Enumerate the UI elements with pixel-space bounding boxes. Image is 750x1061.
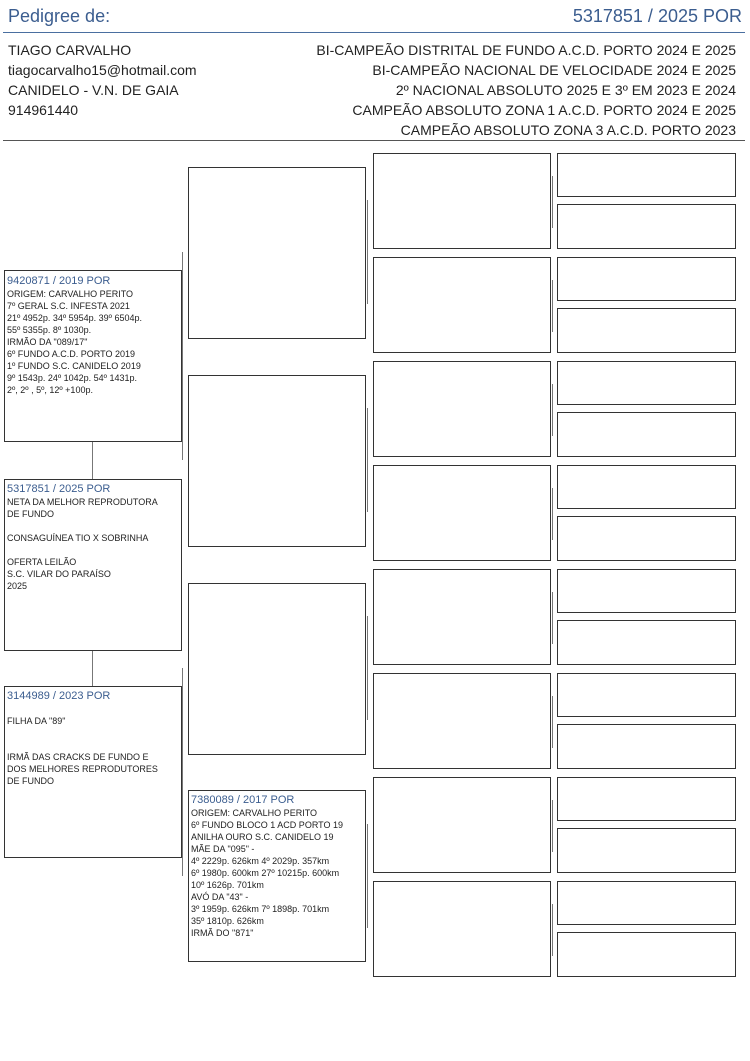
gen4-box [557, 724, 736, 769]
gen3-box [373, 569, 551, 665]
achievement-item: BI-CAMPEÃO NACIONAL DE VELOCIDADE 2024 E 2025 [372, 62, 736, 78]
connector-line [552, 488, 553, 540]
owner-info [8, 40, 197, 120]
gen4-box [557, 777, 736, 821]
gen4-box [557, 881, 736, 925]
pedigree-title: Pedigree de: [8, 6, 111, 26]
owner-location: CANIDELO - V.N. DE GAIA [8, 82, 179, 98]
gen4-box [557, 932, 736, 977]
gen4-box [557, 361, 736, 405]
gen3-box [373, 777, 551, 873]
dam-dam-notes: ORIGEM: CARVALHO PERITO 6º FUNDO BLOCO 1 ACD PORTO 19 ANILHA OURO S.C. CANIDELO 19 MÃE DA "095" - 4º 2229p. 626km 4º 2029p. 357km 6º 1980p. 600km 27º 10215p. 600km 10º 1626p. 701km AVÓ DA "43" - 3º 1959p. 626km 7º 1898p. 701km 35º 1810p. 626km IRMÃ DO "871" [191, 808, 343, 938]
connector-line [552, 904, 553, 956]
gen3-box [373, 257, 551, 353]
sire-dam-box [188, 375, 366, 547]
gen3-box [373, 153, 551, 249]
gen4-box [557, 153, 736, 197]
gen4-box [557, 308, 736, 353]
gen4-box [557, 465, 736, 509]
dam-notes: FILHA DA "89" IRMÃ DAS CRACKS DE FUNDO E DOS MELHORES REPRODUTORES DE FUNDO [7, 716, 158, 786]
achievements-list [316, 40, 736, 140]
gen4-box [557, 412, 736, 457]
dam-ring: 3144989 / 2023 POR [7, 690, 111, 702]
connector-line [367, 200, 368, 304]
dam-dam-box [188, 790, 366, 962]
connector-line [367, 824, 368, 928]
connector-line [92, 442, 93, 479]
connector-line [552, 280, 553, 332]
header-divider [3, 32, 745, 33]
connector-line [552, 176, 553, 228]
section-divider [3, 140, 745, 141]
achievement-item: CAMPEÃO ABSOLUTO ZONA 3 A.C.D. PORTO 2023 [400, 122, 736, 138]
owner-phone: 914961440 [8, 102, 79, 118]
connector-line [367, 408, 368, 512]
gen3-box [373, 361, 551, 457]
gen4-box [557, 620, 736, 665]
connector-line [367, 616, 368, 720]
subject-bird-box [4, 479, 182, 651]
gen4-box [557, 569, 736, 613]
owner-email: tiagocarvalho15@hotmail.com [8, 62, 197, 78]
achievement-item: 2º NACIONAL ABSOLUTO 2025 E 3º EM 2023 E 2024 [395, 82, 736, 98]
subject-bird-notes: NETA DA MELHOR REPRODUTORA DE FUNDO CONSAGUÍNEA TIO X SOBRINHA OFERTA LEILÃO S.C. VILAR DO PARAÍSO 2025 [7, 497, 158, 591]
connector-line [552, 800, 553, 852]
gen4-box [557, 673, 736, 717]
sire-sire-box [188, 167, 366, 339]
dam-box [4, 686, 182, 858]
gen3-box [373, 465, 551, 561]
gen4-box [557, 516, 736, 561]
gen4-box [557, 257, 736, 301]
connector-line [552, 592, 553, 644]
achievement-item: BI-CAMPEÃO DISTRITAL DE FUNDO A.C.D. PORTO 2024 E 2025 [316, 42, 736, 58]
connector-line [182, 252, 183, 460]
gen4-box [557, 204, 736, 249]
dam-dam-ring: 7380089 / 2017 POR [191, 794, 295, 806]
sire-box [4, 270, 182, 442]
sire-ring: 9420871 / 2019 POR [7, 275, 111, 287]
connector-line [182, 668, 183, 876]
dam-sire-box [188, 583, 366, 755]
gen3-box [373, 673, 551, 769]
owner-name: TIAGO CARVALHO [8, 42, 132, 58]
sire-notes: ORIGEM: CARVALHO PERITO 7º GERAL S.C. INFESTA 2021 21º 4952p. 34º 5954p. 39º 6504p. 55º 5355p. 8º 1030p. IRMÃO DA "089/17" 6º FUNDO A.C.D. PORTO 2019 1º FUNDO S.C. CANIDELO 2019 9º 1543p. 24º 1042p. 54º 1431p. 2º, 2º , 5º, 12º +100p. [7, 289, 142, 395]
connector-line [552, 384, 553, 436]
connector-line [92, 651, 93, 686]
gen3-box [373, 881, 551, 977]
connector-line [552, 696, 553, 748]
subject-bird-ring: 5317851 / 2025 POR [7, 483, 111, 495]
bird-ring-header: 5317851 / 2025 POR [572, 6, 742, 26]
gen4-box [557, 828, 736, 873]
achievement-item: CAMPEÃO ABSOLUTO ZONA 1 A.C.D. PORTO 2024 E 2025 [352, 102, 736, 118]
